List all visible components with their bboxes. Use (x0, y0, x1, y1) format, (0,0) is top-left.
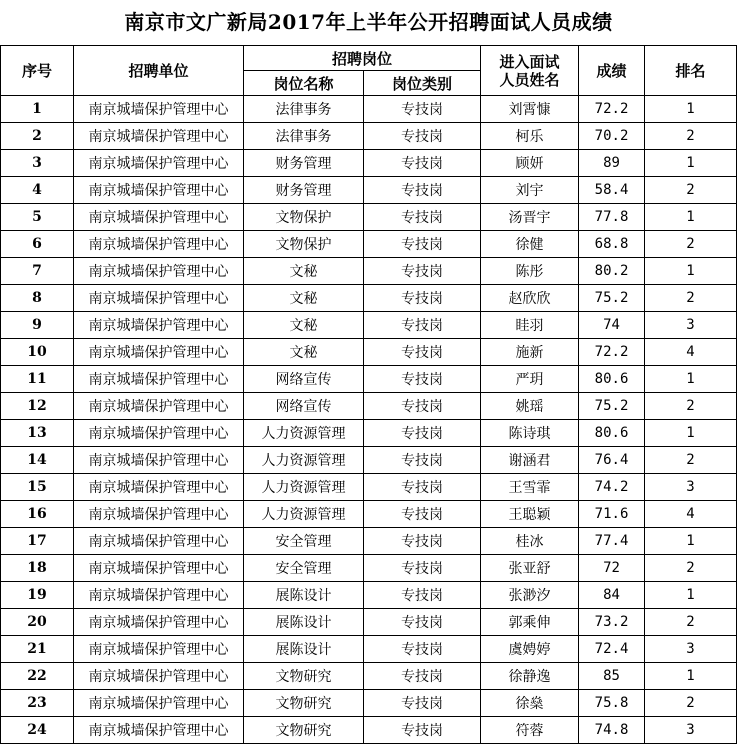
post-name-cell: 文秘 (244, 258, 364, 285)
rank-cell: 1 (645, 258, 737, 285)
table-row (1, 123, 737, 150)
unit-cell: 南京城墙保护管理中心 (74, 393, 244, 420)
post-name-cell: 网络宣传 (244, 366, 364, 393)
unit-cell: 南京城墙保护管理中心 (74, 609, 244, 636)
rank-cell: 2 (645, 177, 737, 204)
seq-cell: 3 (1, 150, 74, 177)
unit-cell: 南京城墙保护管理中心 (74, 420, 244, 447)
header-rank: 排名 (645, 46, 737, 96)
post-type-cell: 专技岗 (364, 636, 481, 663)
header-seq: 序号 (1, 46, 74, 96)
candidate-name-cell: 郭乘伸 (481, 609, 579, 636)
header-candidate-name-line1: 进入面试 (499, 52, 560, 71)
seq-cell: 24 (1, 717, 74, 744)
header-score: 成绩 (579, 46, 645, 96)
seq-cell: 20 (1, 609, 74, 636)
seq-cell: 5 (1, 204, 74, 231)
rank-cell: 1 (645, 204, 737, 231)
candidate-name-cell: 汤晋宇 (481, 204, 579, 231)
score-cell: 74.8 (579, 717, 645, 744)
post-type-cell: 专技岗 (364, 528, 481, 555)
post-type-cell: 专技岗 (364, 339, 481, 366)
score-cell: 85 (579, 663, 645, 690)
table-row (1, 420, 737, 447)
candidate-name-cell: 桂冰 (481, 528, 579, 555)
post-name-cell: 财务管理 (244, 150, 364, 177)
unit-cell: 南京城墙保护管理中心 (74, 690, 244, 717)
unit-cell: 南京城墙保护管理中心 (74, 501, 244, 528)
post-type-cell: 专技岗 (364, 204, 481, 231)
post-name-cell: 文秘 (244, 285, 364, 312)
candidate-name-cell: 张渺汐 (481, 582, 579, 609)
candidate-name-cell: 陈彤 (481, 258, 579, 285)
header-candidate-name-line2: 人员姓名 (499, 70, 560, 89)
post-type-cell: 专技岗 (364, 690, 481, 717)
table-row (1, 663, 737, 690)
candidate-name-cell: 柯乐 (481, 123, 579, 150)
seq-cell: 10 (1, 339, 74, 366)
candidate-name-cell: 赵欣欣 (481, 285, 579, 312)
candidate-name-cell: 施新 (481, 339, 579, 366)
unit-cell: 南京城墙保护管理中心 (74, 150, 244, 177)
post-type-cell: 专技岗 (364, 150, 481, 177)
header-post: 招聘岗位 (244, 46, 481, 71)
score-cell: 72.2 (579, 339, 645, 366)
score-cell: 84 (579, 582, 645, 609)
rank-cell: 2 (645, 447, 737, 474)
candidate-name-cell: 谢涵君 (481, 447, 579, 474)
rank-cell: 2 (645, 123, 737, 150)
table-row (1, 636, 737, 663)
score-cell: 73.2 (579, 609, 645, 636)
score-cell: 75.8 (579, 690, 645, 717)
page-title: 南京市文广新局2017年上半年公开招聘面试人员成绩 (124, 10, 613, 34)
seq-cell: 12 (1, 393, 74, 420)
rank-cell: 2 (645, 285, 737, 312)
post-name-cell: 展陈设计 (244, 636, 364, 663)
post-name-cell: 展陈设计 (244, 582, 364, 609)
table-row (1, 231, 737, 258)
rank-cell: 2 (645, 393, 737, 420)
seq-cell: 1 (1, 96, 74, 123)
score-cell: 80.6 (579, 366, 645, 393)
unit-cell: 南京城墙保护管理中心 (74, 366, 244, 393)
unit-cell: 南京城墙保护管理中心 (74, 528, 244, 555)
table-row (1, 339, 737, 366)
unit-cell: 南京城墙保护管理中心 (74, 555, 244, 582)
candidate-name-cell: 徐燊 (481, 690, 579, 717)
rank-cell: 1 (645, 420, 737, 447)
table-row (1, 690, 737, 717)
score-cell: 58.4 (579, 177, 645, 204)
table-row (1, 609, 737, 636)
post-name-cell: 人力资源管理 (244, 501, 364, 528)
unit-cell: 南京城墙保护管理中心 (74, 312, 244, 339)
seq-cell: 18 (1, 555, 74, 582)
post-name-cell: 文物研究 (244, 690, 364, 717)
candidate-name-cell: 徐健 (481, 231, 579, 258)
candidate-name-cell: 虞娉婷 (481, 636, 579, 663)
rank-cell: 3 (645, 312, 737, 339)
table-row (1, 204, 737, 231)
post-name-cell: 财务管理 (244, 177, 364, 204)
post-name-cell: 展陈设计 (244, 609, 364, 636)
unit-cell: 南京城墙保护管理中心 (74, 636, 244, 663)
header-post-name: 岗位名称 (244, 71, 364, 96)
table-row (1, 555, 737, 582)
rank-cell: 4 (645, 501, 737, 528)
post-name-cell: 安全管理 (244, 528, 364, 555)
post-name-cell: 法律事务 (244, 123, 364, 150)
unit-cell: 南京城墙保护管理中心 (74, 258, 244, 285)
post-type-cell: 专技岗 (364, 96, 481, 123)
table-row (1, 582, 737, 609)
post-name-cell: 网络宣传 (244, 393, 364, 420)
score-cell: 74 (579, 312, 645, 339)
post-name-cell: 文物研究 (244, 717, 364, 744)
candidate-name-cell: 顾妍 (481, 150, 579, 177)
header-unit: 招聘单位 (74, 46, 244, 96)
candidate-name-cell: 刘宇 (481, 177, 579, 204)
post-type-cell: 专技岗 (364, 312, 481, 339)
score-cell: 77.4 (579, 528, 645, 555)
score-cell: 77.8 (579, 204, 645, 231)
score-cell: 80.6 (579, 420, 645, 447)
seq-cell: 23 (1, 690, 74, 717)
seq-cell: 16 (1, 501, 74, 528)
rank-cell: 2 (645, 609, 737, 636)
table-row (1, 393, 737, 420)
post-name-cell: 文物保护 (244, 231, 364, 258)
score-cell: 72.4 (579, 636, 645, 663)
unit-cell: 南京城墙保护管理中心 (74, 339, 244, 366)
candidate-name-cell: 王聪颖 (481, 501, 579, 528)
seq-cell: 17 (1, 528, 74, 555)
post-name-cell: 安全管理 (244, 555, 364, 582)
score-cell: 75.2 (579, 393, 645, 420)
post-type-cell: 专技岗 (364, 231, 481, 258)
rank-cell: 3 (645, 474, 737, 501)
score-cell: 72 (579, 555, 645, 582)
rank-cell: 2 (645, 555, 737, 582)
post-name-cell: 文物研究 (244, 663, 364, 690)
post-name-cell: 文秘 (244, 339, 364, 366)
seq-cell: 13 (1, 420, 74, 447)
score-cell: 70.2 (579, 123, 645, 150)
table-row (1, 366, 737, 393)
rank-cell: 1 (645, 96, 737, 123)
unit-cell: 南京城墙保护管理中心 (74, 204, 244, 231)
post-type-cell: 专技岗 (364, 420, 481, 447)
post-type-cell: 专技岗 (364, 501, 481, 528)
post-name-cell: 人力资源管理 (244, 474, 364, 501)
rank-cell: 2 (645, 231, 737, 258)
unit-cell: 南京城墙保护管理中心 (74, 123, 244, 150)
post-name-cell: 文秘 (244, 312, 364, 339)
header-post-type: 岗位类别 (364, 71, 481, 96)
seq-cell: 7 (1, 258, 74, 285)
post-type-cell: 专技岗 (364, 717, 481, 744)
rank-cell: 4 (645, 339, 737, 366)
unit-cell: 南京城墙保护管理中心 (74, 474, 244, 501)
table-row (1, 258, 737, 285)
unit-cell: 南京城墙保护管理中心 (74, 582, 244, 609)
post-name-cell: 文物保护 (244, 204, 364, 231)
candidate-name-cell: 姚瑶 (481, 393, 579, 420)
table-row (1, 717, 737, 744)
candidate-name-cell: 王雪霏 (481, 474, 579, 501)
post-name-cell: 人力资源管理 (244, 420, 364, 447)
post-type-cell: 专技岗 (364, 474, 481, 501)
seq-cell: 2 (1, 123, 74, 150)
candidate-name-cell: 张亚舒 (481, 555, 579, 582)
rank-cell: 1 (645, 582, 737, 609)
post-type-cell: 专技岗 (364, 366, 481, 393)
unit-cell: 南京城墙保护管理中心 (74, 663, 244, 690)
seq-cell: 9 (1, 312, 74, 339)
post-type-cell: 专技岗 (364, 393, 481, 420)
unit-cell: 南京城墙保护管理中心 (74, 285, 244, 312)
post-type-cell: 专技岗 (364, 123, 481, 150)
seq-cell: 22 (1, 663, 74, 690)
post-name-cell: 法律事务 (244, 96, 364, 123)
score-cell: 68.8 (579, 231, 645, 258)
post-type-cell: 专技岗 (364, 447, 481, 474)
results-table (0, 45, 737, 744)
table-row (1, 447, 737, 474)
seq-cell: 4 (1, 177, 74, 204)
rank-cell: 3 (645, 717, 737, 744)
candidate-name-cell: 符蓉 (481, 717, 579, 744)
candidate-name-cell: 严玥 (481, 366, 579, 393)
table-header (1, 46, 737, 96)
table-row (1, 150, 737, 177)
table-row (1, 177, 737, 204)
table-row (1, 96, 737, 123)
table-row (1, 285, 737, 312)
rank-cell: 1 (645, 528, 737, 555)
seq-cell: 15 (1, 474, 74, 501)
unit-cell: 南京城墙保护管理中心 (74, 447, 244, 474)
table-row (1, 501, 737, 528)
score-cell: 89 (579, 150, 645, 177)
seq-cell: 14 (1, 447, 74, 474)
candidate-name-cell: 刘霄慷 (481, 96, 579, 123)
seq-cell: 11 (1, 366, 74, 393)
score-cell: 75.2 (579, 285, 645, 312)
seq-cell: 21 (1, 636, 74, 663)
rank-cell: 1 (645, 150, 737, 177)
rank-cell: 1 (645, 663, 737, 690)
score-cell: 76.4 (579, 447, 645, 474)
post-type-cell: 专技岗 (364, 663, 481, 690)
post-type-cell: 专技岗 (364, 177, 481, 204)
table-body (1, 96, 737, 744)
candidate-name-cell: 徐静逸 (481, 663, 579, 690)
score-cell: 72.2 (579, 96, 645, 123)
post-type-cell: 专技岗 (364, 258, 481, 285)
post-type-cell: 专技岗 (364, 582, 481, 609)
candidate-name-cell: 眭羽 (481, 312, 579, 339)
table-row (1, 474, 737, 501)
unit-cell: 南京城墙保护管理中心 (74, 231, 244, 258)
post-name-cell: 人力资源管理 (244, 447, 364, 474)
seq-cell: 6 (1, 231, 74, 258)
score-cell: 74.2 (579, 474, 645, 501)
unit-cell: 南京城墙保护管理中心 (74, 96, 244, 123)
post-type-cell: 专技岗 (364, 555, 481, 582)
seq-cell: 19 (1, 582, 74, 609)
unit-cell: 南京城墙保护管理中心 (74, 177, 244, 204)
post-type-cell: 专技岗 (364, 285, 481, 312)
header-candidate-name (481, 46, 579, 96)
seq-cell: 8 (1, 285, 74, 312)
score-cell: 80.2 (579, 258, 645, 285)
rank-cell: 3 (645, 636, 737, 663)
post-type-cell: 专技岗 (364, 609, 481, 636)
table-row (1, 528, 737, 555)
rank-cell: 2 (645, 690, 737, 717)
rank-cell: 1 (645, 366, 737, 393)
unit-cell: 南京城墙保护管理中心 (74, 717, 244, 744)
score-cell: 71.6 (579, 501, 645, 528)
candidate-name-cell: 陈诗琪 (481, 420, 579, 447)
table-row (1, 312, 737, 339)
